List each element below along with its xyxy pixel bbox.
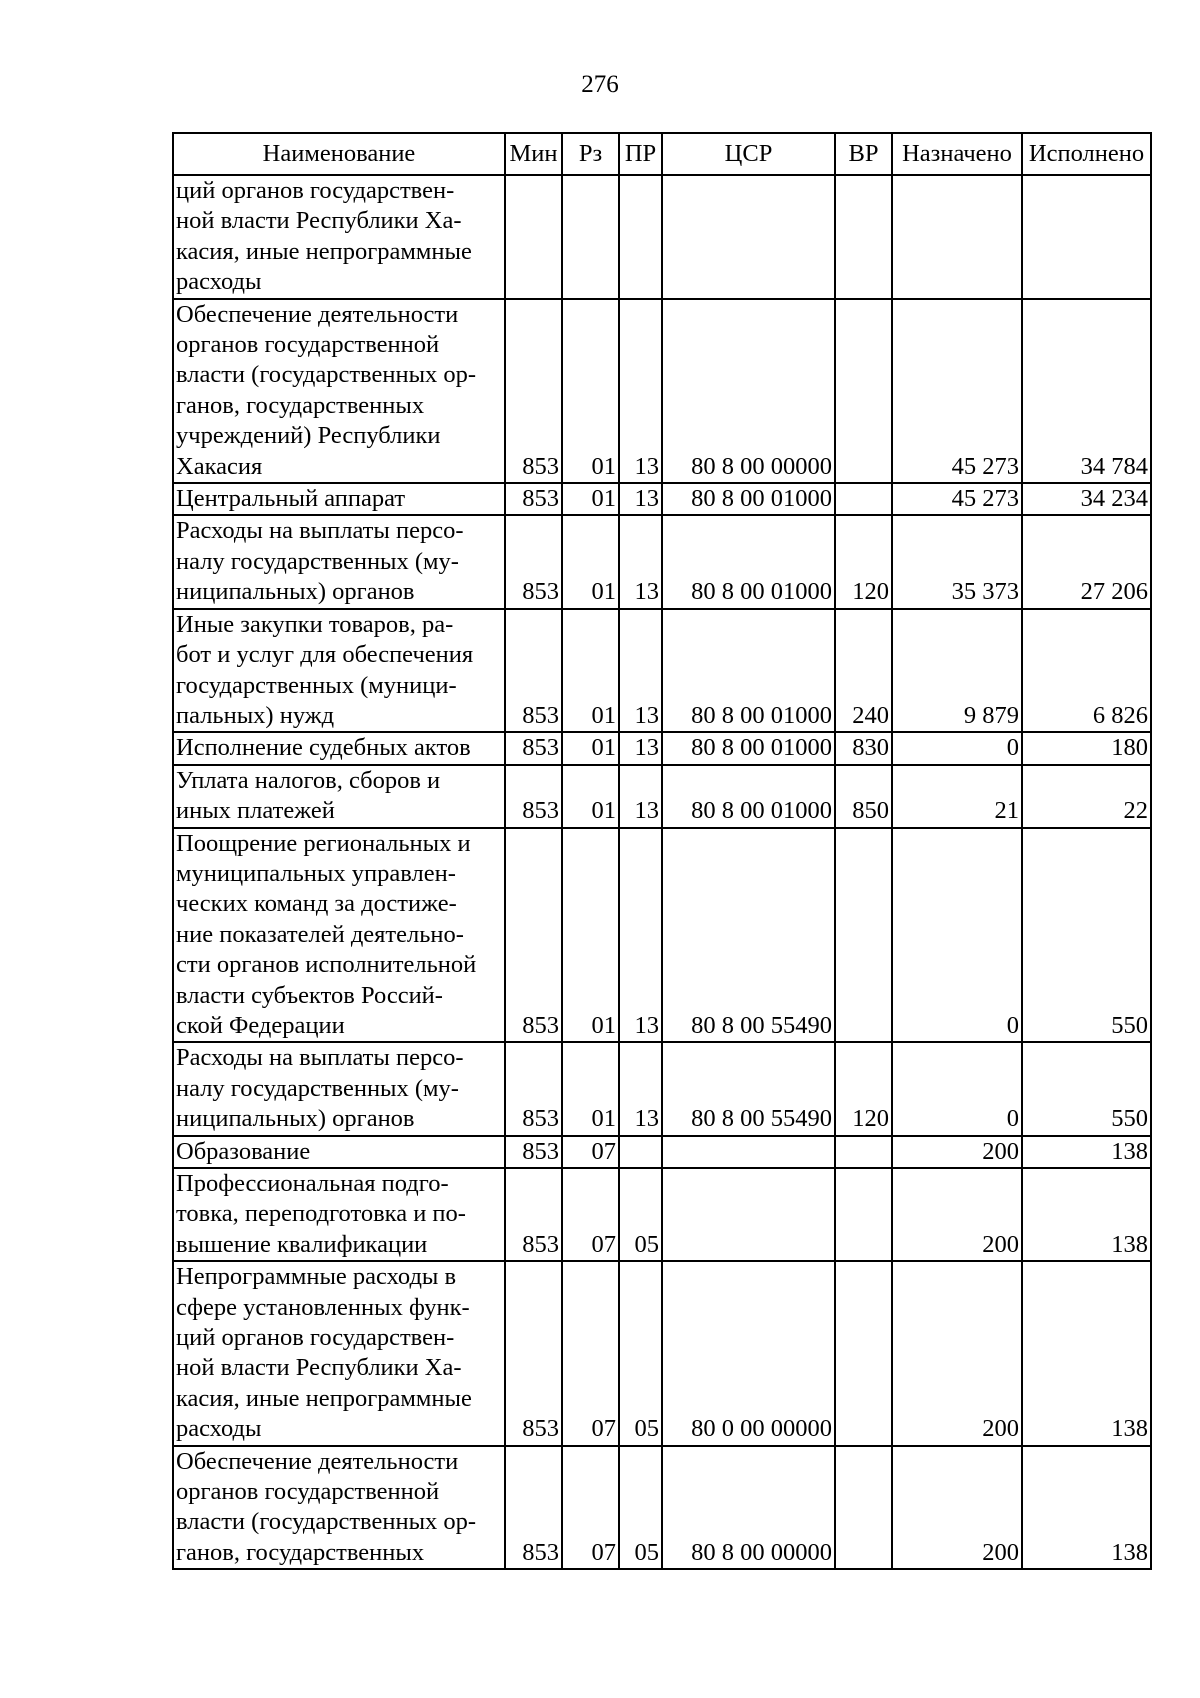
cell-rz: 01 bbox=[562, 765, 619, 828]
cell-name bbox=[173, 515, 505, 608]
cell-executed: 550 bbox=[1022, 828, 1151, 1043]
cell-vr: 850 bbox=[835, 765, 892, 828]
page-number: 276 bbox=[581, 71, 619, 98]
cell-rz: 07 bbox=[562, 1168, 619, 1261]
cell-rz bbox=[562, 175, 619, 299]
cell-executed bbox=[1022, 175, 1151, 299]
name-line: ной власти Республики Ха- bbox=[176, 207, 462, 235]
name-line: касия, иные непрограммные bbox=[176, 237, 472, 265]
cell-csr bbox=[662, 1136, 835, 1168]
cell-csr: 80 8 00 01000 bbox=[662, 609, 835, 733]
cell-csr: 80 8 00 01000 bbox=[662, 732, 835, 764]
table-row bbox=[173, 1446, 1151, 1570]
cell-pr: 13 bbox=[619, 609, 662, 733]
table-row bbox=[173, 1042, 1151, 1135]
cell-pr: 13 bbox=[619, 828, 662, 1043]
name-line: иных платежей bbox=[176, 797, 335, 825]
header-rz: Рз bbox=[562, 133, 619, 175]
name-line: органов государственной bbox=[176, 331, 440, 359]
name-line: органов государственной bbox=[176, 1478, 440, 1506]
cell-vr: 830 bbox=[835, 732, 892, 764]
cell-assigned: 0 bbox=[892, 732, 1022, 764]
name-line: ской Федерации bbox=[176, 1011, 345, 1039]
cell-min bbox=[505, 175, 562, 299]
cell-vr: 120 bbox=[835, 1042, 892, 1135]
cell-pr: 13 bbox=[619, 1042, 662, 1135]
name-line: Иные закупки товаров, ра- bbox=[176, 610, 454, 638]
cell-vr bbox=[835, 483, 892, 515]
cell-name bbox=[173, 828, 505, 1043]
name-line: ганов, государственных bbox=[176, 1538, 425, 1566]
cell-assigned: 21 bbox=[892, 765, 1022, 828]
cell-pr bbox=[619, 1136, 662, 1168]
cell-min: 853 bbox=[505, 1168, 562, 1261]
name-line: Поощрение региональных и bbox=[176, 829, 471, 857]
cell-rz: 01 bbox=[562, 732, 619, 764]
cell-name bbox=[173, 1042, 505, 1135]
cell-pr: 05 bbox=[619, 1261, 662, 1445]
table-row bbox=[173, 828, 1151, 1043]
cell-pr: 13 bbox=[619, 732, 662, 764]
name-line: расходы bbox=[176, 1415, 262, 1443]
header-min: Мин bbox=[505, 133, 562, 175]
name-line: Обеспечение деятельности bbox=[176, 1447, 459, 1475]
cell-min: 853 bbox=[505, 1136, 562, 1168]
cell-min: 853 bbox=[505, 1446, 562, 1570]
cell-assigned: 200 bbox=[892, 1261, 1022, 1445]
name-line: власти (государственных ор- bbox=[176, 361, 477, 389]
cell-csr: 80 8 00 55490 bbox=[662, 828, 835, 1043]
header-vr: ВР bbox=[835, 133, 892, 175]
name-line: Профессиональная подго- bbox=[176, 1170, 449, 1197]
cell-name bbox=[173, 299, 505, 483]
cell-vr bbox=[835, 1136, 892, 1168]
name-line: сти органов исполнительной bbox=[176, 951, 477, 979]
cell-rz: 01 bbox=[562, 828, 619, 1043]
cell-executed: 138 bbox=[1022, 1446, 1151, 1570]
cell-rz: 01 bbox=[562, 299, 619, 483]
name-line: ние показателей деятельно- bbox=[176, 920, 464, 948]
header-name: Наименование bbox=[173, 133, 505, 175]
cell-min: 853 bbox=[505, 609, 562, 733]
cell-vr bbox=[835, 828, 892, 1043]
name-line: власти (государственных ор- bbox=[176, 1508, 477, 1536]
cell-pr: 13 bbox=[619, 515, 662, 608]
cell-csr bbox=[662, 175, 835, 299]
name-line: сфере установленных функ- bbox=[176, 1293, 470, 1321]
cell-assigned: 35 373 bbox=[892, 515, 1022, 608]
cell-executed: 34 234 bbox=[1022, 483, 1151, 515]
cell-assigned: 200 bbox=[892, 1168, 1022, 1261]
cell-assigned: 9 879 bbox=[892, 609, 1022, 733]
cell-csr: 80 8 00 55490 bbox=[662, 1042, 835, 1135]
name-line: ганов, государственных bbox=[176, 391, 425, 419]
cell-min: 853 bbox=[505, 732, 562, 764]
cell-csr: 80 0 00 00000 bbox=[662, 1261, 835, 1445]
name-line: Расходы на выплаты персо- bbox=[176, 1044, 464, 1072]
cell-assigned: 45 273 bbox=[892, 483, 1022, 515]
name-line: ций органов государствен- bbox=[176, 1324, 455, 1352]
cell-vr: 120 bbox=[835, 515, 892, 608]
name-line: ниципальных) органов bbox=[176, 578, 415, 606]
budget-table bbox=[172, 132, 1152, 1570]
header-executed: Исполнено bbox=[1022, 133, 1151, 175]
cell-name bbox=[173, 609, 505, 733]
name-line: ческих команд за достиже- bbox=[176, 890, 457, 918]
name-line: Центральный аппарат bbox=[176, 485, 406, 513]
cell-executed: 6 826 bbox=[1022, 609, 1151, 733]
cell-rz: 01 bbox=[562, 609, 619, 733]
table-row bbox=[173, 1168, 1151, 1261]
cell-rz: 01 bbox=[562, 483, 619, 515]
name-line: налу государственных (му- bbox=[176, 547, 459, 575]
cell-assigned: 0 bbox=[892, 1042, 1022, 1135]
name-line: Обеспечение деятельности bbox=[176, 300, 459, 328]
cell-min: 853 bbox=[505, 1042, 562, 1135]
name-line: вышение квалификации bbox=[176, 1230, 428, 1258]
table-row bbox=[173, 515, 1151, 608]
cell-min: 853 bbox=[505, 299, 562, 483]
cell-name bbox=[173, 175, 505, 299]
cell-min: 853 bbox=[505, 828, 562, 1043]
cell-vr: 240 bbox=[835, 609, 892, 733]
cell-name bbox=[173, 1261, 505, 1445]
cell-rz: 07 bbox=[562, 1261, 619, 1445]
cell-csr: 80 8 00 01000 bbox=[662, 765, 835, 828]
cell-executed: 138 bbox=[1022, 1261, 1151, 1445]
table-row bbox=[173, 1136, 1151, 1168]
cell-assigned: 0 bbox=[892, 828, 1022, 1043]
name-line: касия, иные непрограммные bbox=[176, 1384, 472, 1412]
cell-min: 853 bbox=[505, 765, 562, 828]
cell-csr: 80 8 00 01000 bbox=[662, 515, 835, 608]
cell-executed: 138 bbox=[1022, 1168, 1151, 1261]
name-line: Хакасия bbox=[176, 452, 263, 480]
cell-csr: 80 8 00 00000 bbox=[662, 299, 835, 483]
name-line: муниципальных управлен- bbox=[176, 859, 456, 887]
name-line: Образование bbox=[176, 1137, 311, 1165]
name-line: ниципальных) органов bbox=[176, 1105, 415, 1133]
header-pr: ПР bbox=[619, 133, 662, 175]
name-line: бот и услуг для обеспечения bbox=[176, 641, 474, 669]
table-row bbox=[173, 1261, 1151, 1445]
cell-name bbox=[173, 1168, 505, 1261]
name-line: власти субъектов Россий- bbox=[176, 981, 443, 1009]
name-line: расходы bbox=[176, 268, 262, 296]
cell-executed: 550 bbox=[1022, 1042, 1151, 1135]
cell-vr bbox=[835, 175, 892, 299]
cell-rz: 07 bbox=[562, 1136, 619, 1168]
cell-assigned: 200 bbox=[892, 1446, 1022, 1570]
cell-min: 853 bbox=[505, 1261, 562, 1445]
header-csr: ЦСР bbox=[662, 133, 835, 175]
name-line: Непрограммные расходы в bbox=[176, 1263, 457, 1291]
cell-pr: 05 bbox=[619, 1168, 662, 1261]
table-row bbox=[173, 175, 1151, 299]
cell-vr bbox=[835, 1261, 892, 1445]
name-line: учреждений) Республики bbox=[176, 422, 441, 450]
cell-pr: 13 bbox=[619, 299, 662, 483]
name-line: товка, переподготовка и по- bbox=[176, 1200, 466, 1228]
cell-executed: 34 784 bbox=[1022, 299, 1151, 483]
cell-vr bbox=[835, 1446, 892, 1570]
cell-vr bbox=[835, 299, 892, 483]
cell-executed: 138 bbox=[1022, 1136, 1151, 1168]
name-line: ной власти Республики Ха- bbox=[176, 1354, 462, 1382]
table-row bbox=[173, 299, 1151, 483]
cell-vr bbox=[835, 1168, 892, 1261]
cell-csr bbox=[662, 1168, 835, 1261]
cell-executed: 180 bbox=[1022, 732, 1151, 764]
cell-name bbox=[173, 1136, 505, 1168]
header-row bbox=[173, 133, 1151, 175]
cell-assigned: 200 bbox=[892, 1136, 1022, 1168]
table-row bbox=[173, 732, 1151, 764]
cell-assigned bbox=[892, 175, 1022, 299]
table-row bbox=[173, 609, 1151, 733]
cell-rz: 01 bbox=[562, 515, 619, 608]
cell-assigned: 45 273 bbox=[892, 299, 1022, 483]
name-line: Исполнение судебных актов bbox=[176, 734, 471, 762]
cell-pr: 05 bbox=[619, 1446, 662, 1570]
table-body bbox=[173, 175, 1151, 1569]
cell-pr: 13 bbox=[619, 483, 662, 515]
cell-name bbox=[173, 732, 505, 764]
cell-pr bbox=[619, 175, 662, 299]
cell-rz: 01 bbox=[562, 1042, 619, 1135]
cell-csr: 80 8 00 01000 bbox=[662, 483, 835, 515]
table-row bbox=[173, 483, 1151, 515]
cell-executed: 22 bbox=[1022, 765, 1151, 828]
cell-name bbox=[173, 765, 505, 828]
cell-name bbox=[173, 483, 505, 515]
name-line: Расходы на выплаты персо- bbox=[176, 517, 464, 545]
cell-min: 853 bbox=[505, 515, 562, 608]
name-line: Уплата налогов, сборов и bbox=[176, 766, 441, 794]
header-assigned: Назначено bbox=[892, 133, 1022, 175]
name-line: налу государственных (му- bbox=[176, 1074, 459, 1102]
table-row bbox=[173, 765, 1151, 828]
cell-rz: 07 bbox=[562, 1446, 619, 1570]
cell-pr: 13 bbox=[619, 765, 662, 828]
cell-csr: 80 8 00 00000 bbox=[662, 1446, 835, 1570]
cell-name bbox=[173, 1446, 505, 1570]
name-line: ций органов государствен- bbox=[176, 177, 455, 204]
name-line: пальных) нужд bbox=[176, 701, 335, 729]
cell-executed: 27 206 bbox=[1022, 515, 1151, 608]
name-line: государственных (муници- bbox=[176, 671, 457, 699]
cell-min: 853 bbox=[505, 483, 562, 515]
